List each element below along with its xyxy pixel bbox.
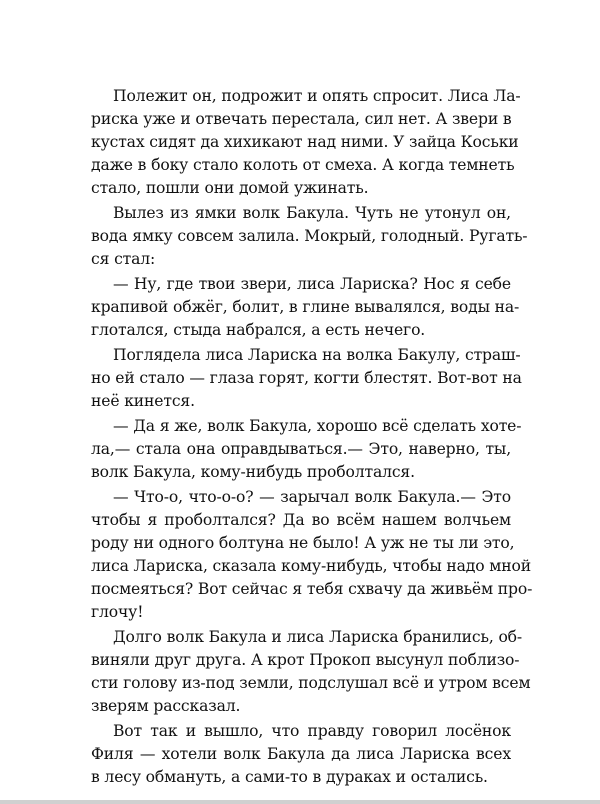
text-line: крапивой обжёг, болит, в глине вывалялся, воды на- <box>91 298 520 316</box>
text-line: глочу! <box>91 603 144 621</box>
page-bottom-edge <box>0 800 600 804</box>
paragraph-5 <box>91 415 522 484</box>
text-line: но ей стало — глаза горят, когти блестят. Вот-вот на <box>91 369 522 387</box>
text-line: Долго волк Бакула и лиса Лариска бранились, об- <box>113 628 523 646</box>
text-line: даже в боку стало колоть от смеха. А когда темнеть <box>91 156 515 174</box>
text-line: сти голову из-под земли, подслушал всё и утром всем <box>91 674 531 692</box>
text-line: волк Бакула, кому-нибудь проболтался. <box>91 463 415 481</box>
paragraph-3 <box>91 273 520 342</box>
text-line: Поглядела лиса Лариска на волка Бакулу, страш- <box>113 346 521 364</box>
text-line: стало, пошли они домой ужинать. <box>91 179 369 197</box>
text-line: — Ну, где твои звери, лиса Лариска? Нос я себе <box>113 275 511 293</box>
text-line: вода ямку совсем залила. Мокрый, голодный. Ругать- <box>91 227 528 245</box>
text-line: виняли друг друга. А крот Прокоп высунул поблизо- <box>91 651 520 669</box>
paragraph-1 <box>91 85 521 200</box>
text-line: Полежит он, подрожит и опять спросит. Лиса Ла- <box>113 87 521 105</box>
text-line: — Да я же, волк Бакула, хорошо всё сделать хоте- <box>113 417 522 435</box>
text-line: лиса Лариска, сказала кому-нибудь, чтобы надо мной <box>91 557 531 575</box>
text-line: ла,— стала она оправдываться.— Это, наверно, ты, <box>91 440 511 458</box>
text-line: глотался, стыда набрался, а есть нечего. <box>91 321 426 339</box>
paragraph-7 <box>91 626 531 718</box>
paragraph-6 <box>91 486 533 624</box>
text-line: Филя — хотели волк Бакула да лиса Лариска всех <box>91 745 511 763</box>
text-line: в лесу обмануть, а сами-то в дураках и остались. <box>91 768 488 786</box>
text-line: зверям рассказал. <box>91 697 241 715</box>
paragraph-2 <box>91 202 528 271</box>
paragraph-8 <box>91 720 511 789</box>
text-line: ся стал: <box>91 250 156 268</box>
text-line: кустах сидят да хихикают над ними. У зайца Коськи <box>91 133 519 151</box>
text-line: риска уже и отвечать перестала, сил нет. А звери в <box>91 110 512 128</box>
text-line: неё кинется. <box>91 392 195 410</box>
page-text <box>91 85 533 789</box>
paragraph-4 <box>91 344 522 413</box>
text-line: чтобы я проболтался? Да во всём нашем волчьем <box>91 511 511 529</box>
text-line: — Что-о, что-о-о? — зарычал волк Бакула.— Это <box>113 488 511 506</box>
text-line: Вот так и вышло, что правду говорил лосёнок <box>113 722 511 740</box>
text-line: Вылез из ямки волк Бакула. Чуть не утонул он, <box>113 204 511 222</box>
text-line: роду ни одного болтуна не было! А уж не ты ли это, <box>91 534 515 552</box>
text-line: посмеяться? Вот сейчас я тебя схвачу да живьём про- <box>91 580 533 598</box>
